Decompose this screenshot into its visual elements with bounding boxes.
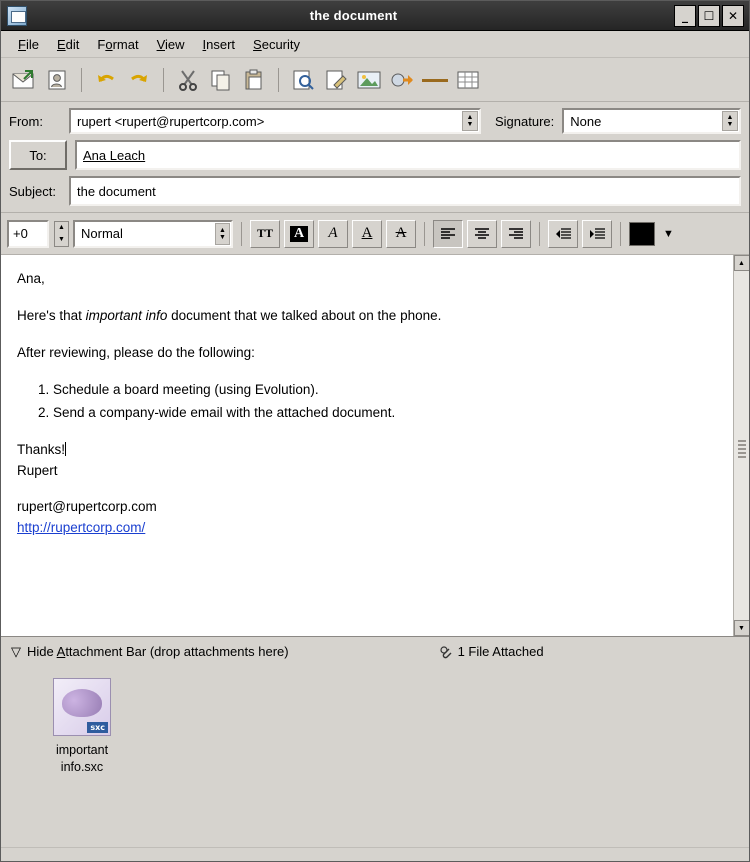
cut-button[interactable] [173,65,203,95]
toolbar-separator [278,68,279,92]
list-item: 1. Schedule a board meeting (using Evolution). [53,380,717,401]
from-row [9,108,741,134]
body-intro [17,306,717,327]
send-button[interactable] [9,65,39,95]
toolbar-separator [81,68,82,92]
subject-row [9,176,741,206]
attachment-thumbnail-icon [53,678,111,736]
scroll-up-arrow[interactable]: ▲ [734,255,750,271]
copy-button[interactable] [206,65,236,95]
align-left-button[interactable] [433,220,463,248]
menu-file[interactable]: File [18,36,39,52]
body-signoff-text: Thanks! [17,441,66,457]
to-input[interactable] [75,140,741,170]
insert-link-button[interactable] [387,65,417,95]
message-body-area [1,254,749,636]
body-intro-emphasis: important info [85,307,168,323]
format-toolbar [1,212,749,254]
toolbar-separator [163,68,164,92]
contacts-button[interactable] [42,65,72,95]
from-value: rupert <rupert@rupertcorp.com> [77,113,265,129]
list-item: 2. Send a company-wide email with the attached document. [53,403,717,424]
body-website-link[interactable]: http://rupertcorp.com/ [17,520,146,536]
attachment-bar [1,636,749,666]
edit-draft-button[interactable] [321,65,351,95]
paperclip-icon [439,645,453,659]
align-right-button[interactable] [501,220,531,248]
font-size-value: +0 [13,226,28,241]
signature-label: Signature: [495,113,555,129]
body-intro-before: Here's that [17,307,86,323]
header-fields [1,102,749,212]
menu-edit[interactable]: Edit [56,36,80,52]
menu-security[interactable]: Security [253,36,301,52]
color-dropdown-icon[interactable]: ▼ [663,227,674,240]
align-center-button[interactable] [467,220,497,248]
application-icon [7,6,27,26]
body-scrollbar[interactable] [733,255,749,636]
message-body-input[interactable] [1,255,733,636]
subject-input[interactable] [69,176,741,206]
decrease-indent-button[interactable] [548,220,578,248]
attachment-count [439,644,544,659]
body-intro-after: document that we talked about on the phone. [167,307,442,323]
body-instruction: After reviewing, please do the following: [17,344,255,360]
attachment-name-line1: important [55,743,109,757]
maximize-button[interactable]: ☐ [698,5,720,27]
body-greeting: Ana, [17,271,45,286]
italic-button[interactable]: A [318,220,348,248]
text-caret [65,442,66,456]
increase-indent-button[interactable] [582,220,612,248]
attachment-list[interactable] [1,666,749,811]
signature-dropdown-icon[interactable]: ▲ ▼ [722,111,738,131]
paragraph-style-value: Normal [81,226,123,241]
to-recipient: Ana Leach [83,147,146,163]
redo-button[interactable] [124,65,154,95]
menu-view[interactable]: View [156,36,185,52]
attachment-bar-toggle[interactable] [11,644,289,660]
paragraph-style-dropdown-icon[interactable]: ▲ ▼ [215,223,230,245]
attachment-name-line2: info.sxc [60,759,104,774]
fixed-width-button[interactable]: TT [250,220,280,248]
main-toolbar [1,58,749,102]
close-button[interactable]: ✕ [722,5,744,27]
menu-format[interactable]: Format [97,36,139,52]
font-size-input[interactable] [7,220,49,248]
paragraph-style-combo[interactable] [73,220,233,248]
from-combo[interactable] [69,108,481,134]
body-task-list [17,380,717,424]
signature-combo[interactable] [562,108,741,134]
to-button[interactable]: To: [9,140,67,170]
body-email: rupert@rupertcorp.com [17,499,157,515]
subject-label: Subject: [9,183,56,199]
body-sender-name: Rupert [17,462,58,478]
attachment-type-badge: sxc [87,722,108,733]
format-separator [424,222,425,246]
insert-rule-button[interactable] [420,65,450,95]
strikethrough-button[interactable]: A [386,220,416,248]
format-separator [241,222,242,246]
undo-button[interactable] [91,65,121,95]
window-controls [674,5,746,27]
subject-value: the document [77,183,156,199]
title-bar [1,1,749,31]
insert-table-button[interactable] [453,65,483,95]
attachment-item[interactable] [27,678,137,776]
text-color-button[interactable] [629,222,655,246]
paste-button[interactable] [239,65,269,95]
status-strip [1,847,749,861]
expander-arrow-icon[interactable]: ▽ [11,643,21,659]
format-separator [620,222,621,246]
attachment-name [27,742,137,776]
body-website-line [17,518,717,539]
menu-insert[interactable]: Insert [202,36,236,52]
to-row [9,140,741,170]
minimize-button[interactable]: _ [674,5,696,27]
from-label: From: [9,113,43,129]
font-size-stepper[interactable]: ▲ ▼ [54,221,69,247]
bold-button[interactable]: A [284,220,314,248]
format-separator [539,222,540,246]
signature-value: None [570,113,602,129]
scrollbar-grip[interactable] [738,440,746,462]
spell-check-button[interactable] [288,65,318,95]
body-signoff [17,440,717,461]
attachment-bar-toggle-label: Hide Attachment Bar (drop attachments here) [27,644,289,659]
scroll-down-arrow[interactable]: ▼ [734,620,750,636]
insert-image-button[interactable] [354,65,384,95]
from-dropdown-icon[interactable]: ▲ ▼ [462,111,478,131]
menu-bar [1,31,749,58]
attachment-count-label: 1 File Attached [457,644,544,659]
window-title: the document [309,8,398,23]
underline-button[interactable]: A [352,220,382,248]
